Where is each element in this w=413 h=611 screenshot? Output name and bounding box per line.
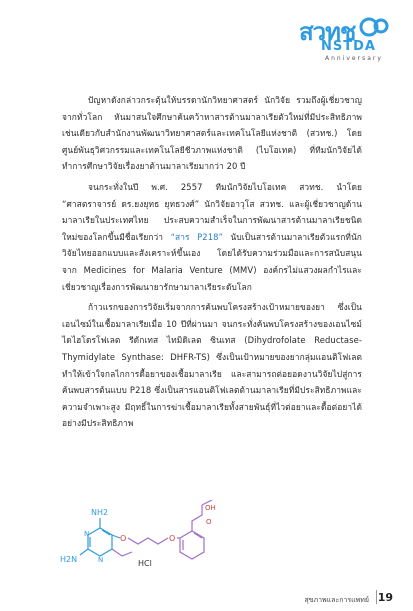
ring-nitrogen-1: N bbox=[84, 530, 90, 538]
amine-left-label: H2N bbox=[60, 555, 78, 564]
paragraph-2-text-before: จนกระทั่งในปี พ.ศ. 2557 ทีมนักวิจัยไบโอเทค สวทช. นำโดย “ศาสตราจารย์ ดร.ยงยุทธ ยุทธวงศ์” นักวิจัยอาวุโส สวทช. และผู้เชี่ยวชาญด้านมาลาเรียในประเทศไทย ประสบความสำเร็จในการพัฒนาสารต้านมาลาเรียชนิดใหม่ของโลกขึ้นมีชื่อเรียกว่า bbox=[62, 181, 362, 242]
page-number: 19 bbox=[377, 591, 393, 604]
logo-tag-text: Anniversary bbox=[325, 55, 383, 62]
acid-oh-label: OH bbox=[205, 504, 216, 512]
paragraph-1: ปัญหาดังกล่าวกระตุ้นให้บรรดานักวิทยาศาสตร์ นักวิจัย รวมถึงผู้เชี่ยวชาญจากทั่วโลก หันมาสนใจศึกษาค้นคว้าหาสารต้านมาลาเรียตัวใหม่ที่มีประสิทธิภาพ เช่นเดียวกับสำนักงานพัฒนาวิทยาศาสตร์และเทคโนโลยีแห่งชาติ (สวทช.) โดยศูนย์พันธุวิศวกรรมและเทคโนโลยีชีวภาพแห่งชาติ (ไบโอเทค) ที่ทีมนักวิจัยได้ทำการศึกษาวิจัยเรื่องยาต้านมาลาเรียมากว่า 20 ปี bbox=[62, 95, 362, 172]
logo-sub-text: NSTDA bbox=[321, 39, 376, 54]
article-body bbox=[62, 92, 362, 436]
p218-highlight: “สาร P218” bbox=[170, 231, 224, 242]
amine-top-label: NH2 bbox=[91, 508, 109, 517]
paragraph-2 bbox=[62, 179, 362, 295]
hcl-salt-label: HCl bbox=[138, 559, 152, 568]
logo-swirl-icon bbox=[359, 14, 389, 40]
paragraph-2-text-after: นับเป็นสารต้านมาลาเรียตัวแรกที่นักวิจัยไทยออกแบบและสังเคราะห์ขึ้นเอง โดยได้รับความร่วมมือและการสนับสนุนจาก Medicines for Malaria Venture (MMV) องค์กรไม่แสวงผลกำไรและเชี่ยวชาญเรื่องการพัฒนายารักษามาลาเรียระดับโลก bbox=[62, 231, 362, 292]
p218-chemical-structure bbox=[58, 500, 258, 590]
acid-carbonyl-oxygen: O bbox=[206, 518, 212, 526]
section-title: สุขภาพและการแพทย์ bbox=[304, 596, 369, 604]
ether-oxygen-1: O bbox=[120, 534, 127, 543]
nstda-anniversary-logo bbox=[291, 12, 391, 74]
ether-oxygen-2: O bbox=[169, 534, 176, 543]
paragraph-3: ก้าวแรกของการวิจัยเริ่มจากการค้นพบโครงสร้างเป้าหมายของยา ซึ่งเป็นเอนไซม์ในเชื้อมาลาเรียเมื่อ 10 ปีที่ผ่านมา จนกระทั่งค้นพบโครงสร้างของเอนไซม์ไดไฮโดรโฟเลต รีดักเทส ไทมิดิเลต ซินเทส (Dihydrofolate Reductase-Thymidylate Synthase: DHFR-TS) ซึ่งเป็นเป้าหมายของยากลุ่มแอนติโฟเลต ทำให้เข้าใจกลไกการดื้อยาของเชื้อมาลาเรีย และสามารถต่อยอดงานวิจัยไปสู่การค้นพบสารต้นแบบ P218 ซึ่งเป็นสารแอนติโฟเลตต้านมาลาเรียที่มีประสิทธิภาพและความจำเพาะสูง มีฤทธิ์ในการฆ่าเชื้อมาลาเรียทั้งสายพันธุ์ที่ไวต่อยาและดื้อต่อยาได้อย่างมีประสิทธิภาพ bbox=[62, 302, 362, 429]
ring-nitrogen-2: N bbox=[98, 556, 104, 564]
logo-main-text: สวทช bbox=[299, 18, 356, 46]
